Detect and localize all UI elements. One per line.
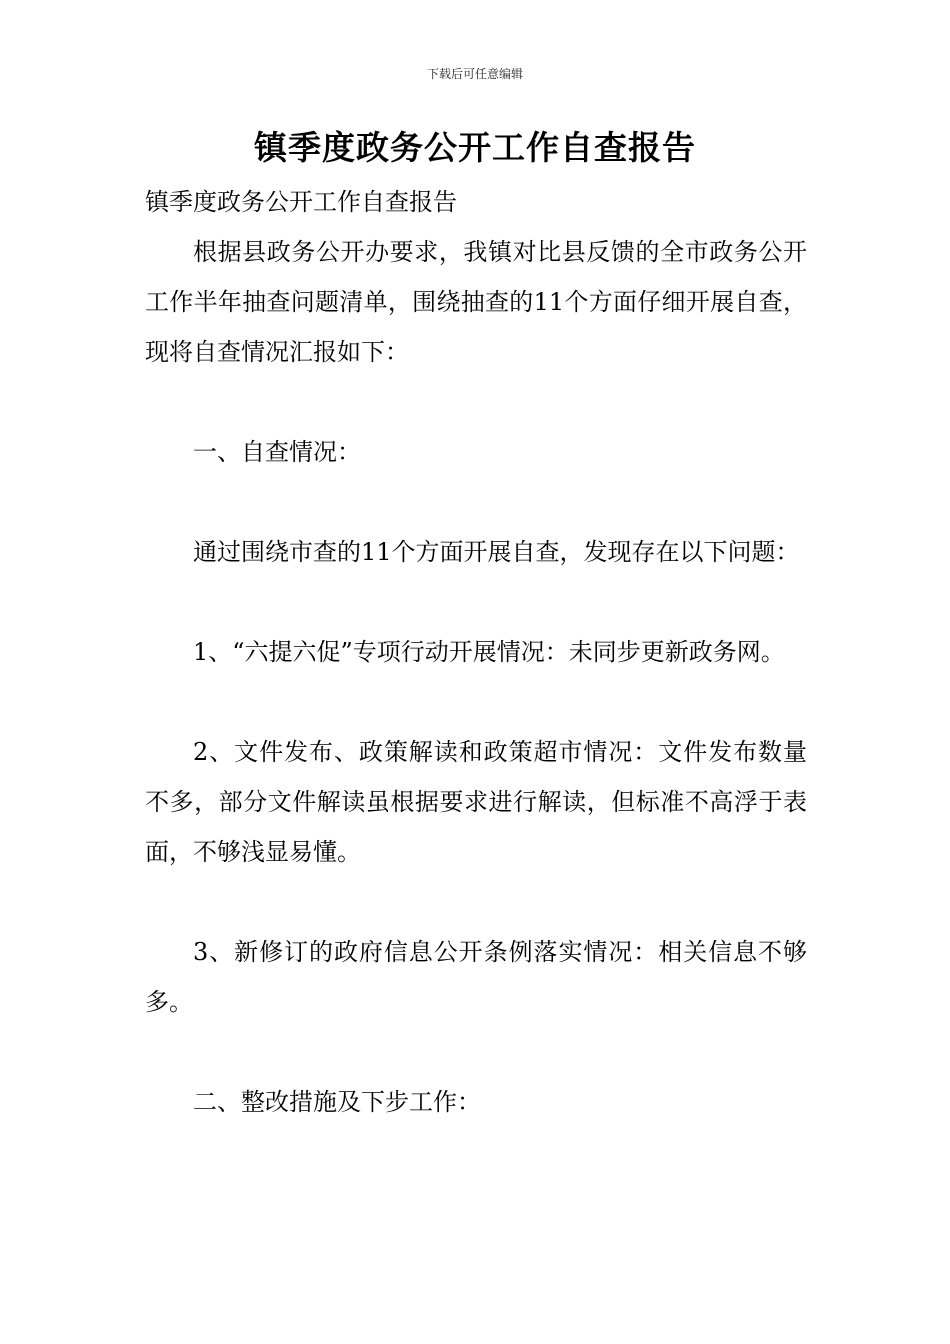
finding-item-1: 1、“六提六促”专项行动开展情况：未同步更新政务网。	[193, 638, 785, 666]
section-heading-rectification: 二、整改措施及下步工作：	[193, 1088, 481, 1116]
finding-item-2: 2、文件发布、政策解读和政策超市情况：文件发布数量不多，部分文件解读虽根据要求进行解读，但标准不高浮于表面，不够浅显易懂。	[145, 738, 807, 866]
paragraph-gap	[145, 1027, 807, 1077]
section-heading-self-check: 一、自查情况：	[193, 438, 361, 466]
paragraph-findings-intro: 通过围绕市查的11个方面开展自查，发现存在以下问题：	[193, 538, 800, 566]
paragraph-gap	[145, 577, 807, 627]
document-body	[145, 177, 807, 1127]
paragraph-gap	[145, 477, 807, 527]
header-note: 下载后可任意编辑	[426, 67, 523, 81]
paragraph-gap	[145, 677, 807, 727]
finding-item-3: 3、新修订的政府信息公开条例落实情况：相关信息不够多。	[145, 938, 807, 1016]
paragraph-intro: 根据县政务公开办要求，我镇对比县反馈的全市政务公开工作半年抽查问题清单，围绕抽查的11个方面仔细开展自查，现将自查情况汇报如下：	[145, 238, 807, 366]
document-subtitle: 镇季度政务公开工作自查报告	[145, 188, 457, 216]
document-title: 镇季度政务公开工作自查报告	[254, 128, 696, 167]
paragraph-gap	[145, 377, 807, 427]
paragraph-gap	[145, 877, 807, 927]
